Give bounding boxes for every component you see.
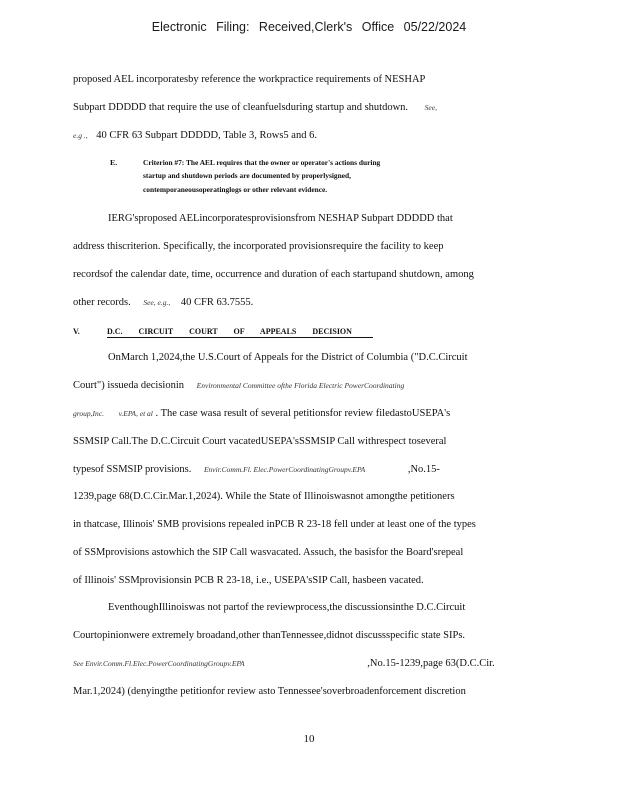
body-line: EventhoughIllinoiswas not partof the reviewprocess,the discussionsinthe D.C.Circuit	[108, 602, 466, 613]
body-line: SSMSIP Call.The D.C.Circuit Court vacatedUSEPA'sSSMSIP Call withrespect toseveral	[73, 436, 447, 447]
section-v-title: D.C. CIRCUIT COURT OF APPEALS DECISION	[107, 327, 373, 338]
body-line: 1239,page 68(D.C.Cir.Mar.1,2024). While the State of Illinoiswasnot amongthe petitioners	[73, 491, 455, 502]
citation-signal: e.g .,	[73, 131, 88, 140]
body-line	[73, 129, 533, 143]
section-e-line: Criterion #7: The AEL requires that the owner or operator's actions during	[143, 158, 381, 167]
section-e-label: E.	[110, 158, 118, 167]
body-text: 40 CFR 63.7555.	[180, 297, 254, 308]
section-e-line: startup and shutdown periods are documented by properlysigned,	[143, 171, 351, 180]
body-text: other records.	[73, 297, 131, 308]
body-line: IERG'sproposed AELincorporatesprovisionsfrom NESHAP Subpart DDDDD that	[108, 213, 453, 224]
body-line: address thiscriterion. Specifically, the incorporated provisionsrequire the facility to keep	[73, 241, 444, 252]
body-line	[73, 407, 533, 421]
body-text: 40 CFR 63 Subpart DDDDD, Table 3, Rows5 and 6.	[96, 130, 317, 141]
body-line	[73, 296, 533, 310]
body-text: ,No.15-	[407, 464, 440, 475]
body-line	[73, 379, 533, 393]
section-e-line: contemporaneousoperatinglogs or other relevant evidence.	[143, 185, 328, 194]
body-text: ,No.15-1239,page 63(D.C.Cir.	[367, 658, 495, 669]
page-number: 10	[303, 733, 315, 745]
citation-signal: See,	[424, 103, 437, 112]
body-line: in thatcase, Illinois' SMB provisions repealed inPCB R 23-18 fell under at least one of the types	[73, 519, 476, 530]
body-text: Subpart DDDDD that require the use of cleanfuelsduring startup and shutdown.	[73, 102, 409, 113]
body-line: OnMarch 1,2024,the U.S.Court of Appeals for the District of Columbia ("D.C.Circuit	[108, 352, 468, 363]
case-name: Environmental Committee ofthe Florida Electric PowerCoordinating	[196, 381, 405, 390]
body-text: typesof SSMSIP provisions.	[73, 464, 192, 475]
case-name: Envir.Comm.Fl. Elec.PowerCoordinatingGroupv.EPA	[203, 465, 366, 474]
citation-signal: See, e.g.,	[143, 298, 171, 307]
body-line	[73, 657, 533, 671]
body-line: Courtopinionwere extremely broadand,other thanTennessee,didnot discussspecific state SIPs.	[73, 630, 466, 641]
body-text: . The case wasa result of several petitionsfor review filedastoUSEPA's	[155, 408, 451, 419]
body-line: of Illinois' SSMprovisionsin PCB R 23-18, i.e., USEPA'sSIP Call, hasbeen vacated.	[73, 575, 424, 586]
body-line: recordsof the calendar date, time, occurrence and duration of each startupand shutdown, among	[73, 269, 474, 280]
case-name: group,Inc.	[73, 409, 104, 418]
body-line: proposed AEL incorporatesby reference the workpractice requirements of NESHAP	[73, 74, 426, 85]
body-text: Court") issueda decisionin	[73, 380, 185, 391]
body-line: Mar.1,2024) (denyingthe petitionfor review asto Tennessee'soverbroadenforcement discretion	[73, 686, 466, 697]
case-name: v.EPA, et al	[118, 409, 153, 418]
filing-header: Electronic Filing: Received,Clerk's Office 05/22/2024	[151, 20, 467, 34]
body-line	[73, 101, 533, 115]
body-line	[73, 463, 533, 477]
body-line: of SSMprovisions astowhich the SIP Call wasvacated. Assuch, the basisfor the Board'srepeal	[73, 547, 464, 558]
citation: See Envir.Comm.Fl.Elec.PowerCoordinatingGroupv.EPA	[73, 659, 245, 668]
section-v-label: V.	[73, 327, 80, 336]
